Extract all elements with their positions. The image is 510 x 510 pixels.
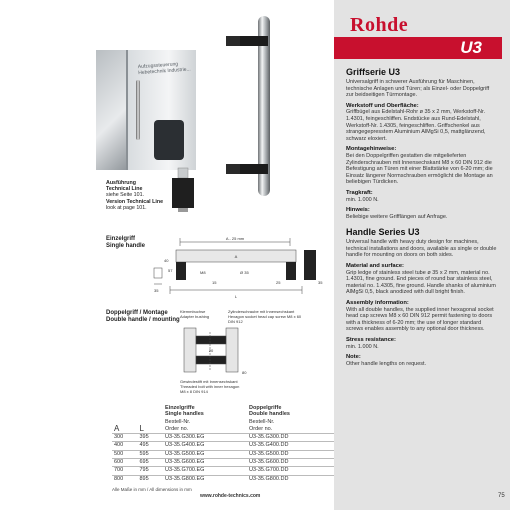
table-row: 700 795 U3-35.G700.EG U3-35.G700.DD — [112, 467, 334, 475]
table-row: 600 695 U3-35.G600.EG U3-35.G600.DD — [112, 459, 334, 467]
mount-heading-en: Assembly information: — [346, 300, 409, 307]
dim-m8: M8 — [200, 270, 206, 275]
material-en: Grip ledge of stainless steel tube ø 35 x 2 mm, material no. 1.4301, fine ground. End pieces of round bar stainless steel, material no. 1.4305, fine ground. Handle shanks of aluminium AlMgSi 0,5, black anodized with dull bright finish. — [346, 269, 496, 296]
title-de: Griffserie U3 — [346, 67, 401, 77]
mount-heading-de: Montagehinweise: — [346, 146, 397, 153]
page-number: 75 — [498, 493, 505, 499]
clamp-label: Klemmbuchse Adapter bushing — [180, 309, 210, 319]
col-single: Einzelgriffe Single handles — [165, 405, 204, 418]
material-heading-en: Material and surface: — [346, 263, 404, 270]
dimensions-note: Alle Maße in mm / All dimensions in mm — [112, 487, 192, 492]
double-handle-label: Doppelgriff / Montage Double handle / mounting — [106, 310, 180, 324]
photo-chair — [154, 120, 184, 160]
dim-15: 15 — [212, 280, 217, 285]
website-link[interactable]: www.rohde-technics.com — [200, 493, 261, 499]
brand-logo: Rohde — [350, 14, 409, 36]
material-de: Griffbügel aus Edelstahl-Rohr ø 35 x 2 mm, Werkstoff-Nr. 1.4301, feingeschliffen. Endstücke aus Rund-Edelstahl, Werkstoff-Nr. 1.4305, feingeschliffen. Griffschenkel aus strangegepresstem Aluminium AlMgSi 0,5, mattglänzend, schwarz eloxiert. — [346, 109, 486, 142]
load-heading-de: Tragkraft: — [346, 189, 373, 196]
dim-dia: Ø 35 — [240, 270, 249, 275]
mount-de: Bei den Doppelgriffen gestatten die mitgelieferten Zylinderschrauben mit Innensechskant M8 x 60 DIN 912 die Befestigung an Türen mit einer Blattstärke von 6-20 mm; die Einsatz längerer Normschrauben ermöglicht die Montage an beliebigen Türdicken. — [346, 152, 493, 186]
col-a: A — [114, 423, 120, 433]
photo-handle — [136, 80, 140, 140]
series-band — [334, 37, 502, 59]
dim-25: 25 — [276, 280, 281, 285]
load-heading-en: Stress resistance: — [346, 337, 396, 343]
threaded-bolt-label: Gewindestift mit Innensechskant Threaded bolt with inner hexagon M8 x 8 DIN 914 — [180, 379, 240, 394]
table-row: 800 895 U3-35.G800.EG U3-35.G800.DD — [112, 475, 334, 483]
load-de: min. 1.000 N. — [346, 196, 379, 203]
col-order-single: Bestell-Nr. Order no. — [165, 419, 191, 432]
dim-a: A — [234, 254, 238, 259]
dim-40: 40 — [164, 258, 169, 263]
dim-a-minus: A - 25 mm — [225, 236, 245, 241]
product-description — [346, 66, 498, 367]
note-de: Beliebige weitere Grifflängen auf Anfrage. — [346, 213, 448, 220]
single-handle-label: Einzelgriff Single handle — [106, 236, 146, 250]
col-l: L — [139, 423, 144, 433]
finish-note: Ausführung Technical Line siehe Seite 101. Version Technical Line look at page 101. — [106, 180, 164, 211]
series-code: U3 — [460, 38, 482, 57]
note-en: Other handle lengths on request. — [346, 360, 427, 367]
order-table — [112, 404, 334, 483]
intro-en: Universal handle with heavy duty design for machines, technical installations and doors, available as single or double handle for mounting on doors on both sides. — [346, 239, 497, 259]
screw-label: Zylinderschraube mit Innensechskant Hexagon socket head cap screw M8 x 60 DIN 912 — [228, 309, 302, 324]
table-row: 500 595 U3-35.G500.EG U3-35.G500.DD — [112, 450, 334, 458]
end-piece-illustration — [168, 168, 198, 214]
single-handle-drawing — [140, 232, 332, 302]
door-photo — [96, 50, 196, 170]
glass-lettering: Aufzugssteuerung Hebetechnik Industrie... — [137, 61, 191, 77]
table-row: 300 395 U3-35.G300.EG U3-35.G300.DD — [112, 433, 334, 441]
double-handle-drawing — [176, 328, 246, 376]
load-en: min. 1.000 N. — [346, 343, 379, 350]
dim-57: 57 — [168, 268, 173, 273]
handle-product-image — [196, 14, 296, 202]
dim-35: 35 — [154, 288, 159, 293]
material-heading-de: Werkstoff und Oberfläche: — [346, 102, 419, 109]
dim-20: 20 — [208, 348, 214, 353]
mount-en: With all double handles, the supplied inner hexagonal socket head cap screws M8 x 60 DIN 912 permit fastening to doors with a thickness of 6-20 mm; the use of longer standard screws enables assembly to any optional door thickness. — [346, 306, 494, 333]
title-en: Handle Series U3 — [346, 227, 420, 238]
col-double: Doppelgriffe Double handles — [249, 405, 290, 418]
dim-35-right: 35 — [318, 280, 323, 285]
col-order-double: Bestell-Nr. Order no. — [249, 419, 275, 432]
table-row: 400 495 U3-35.G400.EG U3-35.G400.DD — [112, 442, 334, 450]
dim-l: L — [234, 294, 238, 299]
dim-80: 80 — [242, 370, 247, 375]
note-heading-de: Hinweis: — [346, 207, 370, 214]
note-heading-en: Note: — [346, 354, 361, 361]
intro-de: Universalgriff in schwerer Ausführung für Maschinen, technische Anlagen und Türen; als Einzel- oder Doppelgriff zur beidseitigen Türmontage. — [346, 79, 490, 99]
